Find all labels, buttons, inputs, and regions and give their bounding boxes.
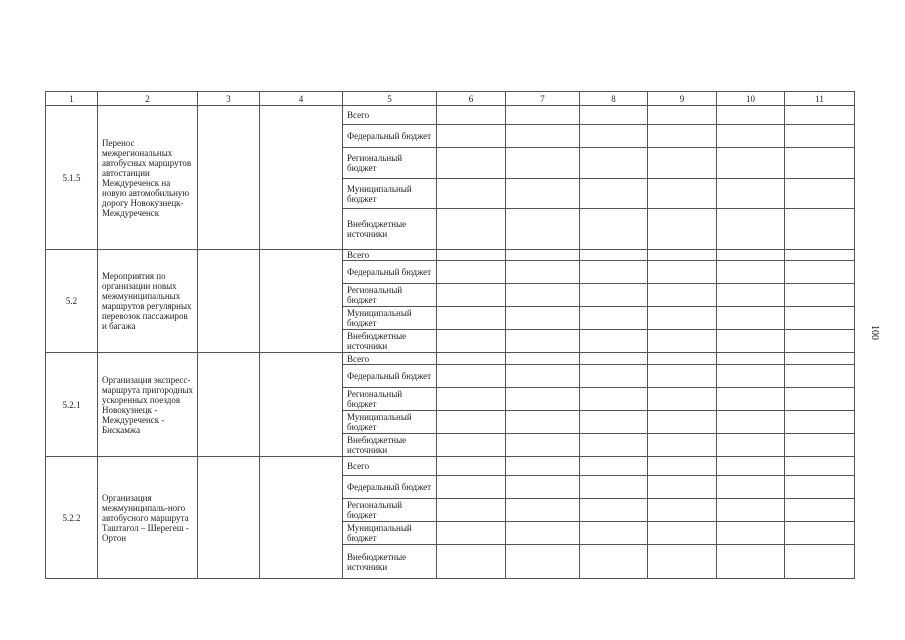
value-cell [648, 148, 717, 179]
funding-source-cell: Региональный бюджет [343, 148, 437, 179]
value-cell [506, 411, 580, 434]
value-cell [717, 125, 785, 148]
value-cell [648, 499, 717, 522]
column-header: 9 [648, 92, 717, 106]
value-cell [437, 209, 506, 250]
funding-source-cell: Федеральный бюджет [343, 261, 437, 284]
value-cell [437, 476, 506, 499]
value-cell [437, 284, 506, 307]
value-cell [785, 179, 855, 209]
value-cell [717, 261, 785, 284]
value-cell [785, 148, 855, 179]
empty-cell [198, 457, 260, 579]
value-cell [648, 434, 717, 457]
value-cell [506, 388, 580, 411]
value-cell [717, 522, 785, 545]
value-cell [785, 284, 855, 307]
value-cell [717, 353, 785, 365]
value-cell [785, 545, 855, 579]
value-cell [506, 307, 580, 330]
value-cell [648, 353, 717, 365]
value-cell [785, 499, 855, 522]
funding-source-cell: Внебюджетные источники [343, 434, 437, 457]
value-cell [580, 388, 648, 411]
value-cell [717, 209, 785, 250]
value-cell [648, 545, 717, 579]
column-header: 5 [343, 92, 437, 106]
row-number-cell: 5.2.1 [46, 353, 98, 457]
column-header: 3 [198, 92, 260, 106]
value-cell [785, 209, 855, 250]
value-cell [580, 411, 648, 434]
empty-cell [198, 250, 260, 353]
value-cell [648, 411, 717, 434]
value-cell [648, 476, 717, 499]
value-cell [580, 522, 648, 545]
value-cell [785, 353, 855, 365]
value-cell [506, 522, 580, 545]
value-cell [437, 434, 506, 457]
funding-source-cell: Внебюджетные источники [343, 330, 437, 353]
value-cell [785, 125, 855, 148]
value-cell [506, 365, 580, 388]
value-cell [717, 499, 785, 522]
funding-source-cell: Муниципальный бюджет [343, 522, 437, 545]
value-cell [580, 434, 648, 457]
value-cell [437, 457, 506, 476]
value-cell [648, 250, 717, 261]
funding-source-cell: Внебюджетные источники [343, 545, 437, 579]
funding-source-cell: Муниципальный бюджет [343, 179, 437, 209]
funding-source-cell: Всего [343, 250, 437, 261]
value-cell [717, 106, 785, 125]
value-cell [580, 284, 648, 307]
value-cell [437, 148, 506, 179]
funding-source-cell: Региональный бюджет [343, 499, 437, 522]
value-cell [785, 250, 855, 261]
value-cell [580, 250, 648, 261]
funding-source-cell: Всего [343, 457, 437, 476]
value-cell [580, 209, 648, 250]
value-cell [580, 179, 648, 209]
column-header: 8 [580, 92, 648, 106]
value-cell [648, 106, 717, 125]
funding-source-cell: Федеральный бюджет [343, 476, 437, 499]
value-cell [506, 457, 580, 476]
value-cell [506, 476, 580, 499]
row-number-cell: 5.2 [46, 250, 98, 353]
value-cell [506, 545, 580, 579]
value-cell [580, 330, 648, 353]
column-header: 7 [506, 92, 580, 106]
value-cell [717, 250, 785, 261]
value-cell [648, 179, 717, 209]
value-cell [437, 330, 506, 353]
value-cell [506, 125, 580, 148]
value-cell [648, 284, 717, 307]
value-cell [785, 365, 855, 388]
value-cell [717, 457, 785, 476]
value-cell [580, 106, 648, 125]
value-cell [506, 284, 580, 307]
funding-source-cell: Муниципальный бюджет [343, 307, 437, 330]
funding-source-cell: Муниципальный бюджет [343, 411, 437, 434]
value-cell [648, 457, 717, 476]
value-cell [648, 209, 717, 250]
value-cell [506, 261, 580, 284]
funding-source-cell: Всего [343, 353, 437, 365]
value-cell [506, 106, 580, 125]
funding-source-cell: Федеральный бюджет [343, 125, 437, 148]
value-cell [717, 411, 785, 434]
value-cell [717, 476, 785, 499]
value-cell [437, 365, 506, 388]
value-cell [506, 209, 580, 250]
funding-source-cell: Региональный бюджет [343, 284, 437, 307]
description-cell: Перенос межрегиональных автобусных маршрутов автостанции Междуреченск на новую автомобильную дорогу Новокузнецк-Междуреченск [98, 106, 198, 250]
empty-cell [260, 250, 343, 353]
value-cell [437, 388, 506, 411]
value-cell [437, 125, 506, 148]
value-cell [437, 250, 506, 261]
value-cell [648, 125, 717, 148]
value-cell [648, 330, 717, 353]
value-cell [717, 284, 785, 307]
value-cell [580, 476, 648, 499]
value-cell [648, 522, 717, 545]
description-cell: Организация экспресс-маршрута пригородных ускоренных поездов Новокузнецк - Междуреченск - Бискамжа [98, 353, 198, 457]
value-cell [580, 365, 648, 388]
value-cell [785, 388, 855, 411]
column-header: 4 [260, 92, 343, 106]
column-header: 6 [437, 92, 506, 106]
value-cell [717, 434, 785, 457]
value-cell [506, 353, 580, 365]
value-cell [580, 148, 648, 179]
empty-cell [260, 106, 343, 250]
value-cell [717, 307, 785, 330]
value-cell [785, 330, 855, 353]
table-header-row [46, 92, 855, 106]
empty-cell [198, 353, 260, 457]
value-cell [437, 545, 506, 579]
value-cell [785, 411, 855, 434]
value-cell [785, 307, 855, 330]
value-cell [717, 179, 785, 209]
value-cell [580, 125, 648, 148]
value-cell [785, 476, 855, 499]
value-cell [648, 307, 717, 330]
table-row [46, 250, 855, 261]
funding-source-cell: Всего [343, 106, 437, 125]
value-cell [785, 106, 855, 125]
table-row [46, 106, 855, 125]
row-number-cell: 5.1.5 [46, 106, 98, 250]
funding-source-cell: Федеральный бюджет [343, 365, 437, 388]
column-header: 11 [785, 92, 855, 106]
empty-cell [198, 106, 260, 250]
empty-cell [260, 353, 343, 457]
value-cell [717, 330, 785, 353]
value-cell [580, 261, 648, 284]
value-cell [785, 434, 855, 457]
column-header: 2 [98, 92, 198, 106]
value-cell [437, 522, 506, 545]
value-cell [437, 353, 506, 365]
description-cell: Организация межмуниципаль-ного автобусного маршрута Таштагол – Шерегеш - Ортон [98, 457, 198, 579]
value-cell [506, 148, 580, 179]
value-cell [648, 365, 717, 388]
value-cell [437, 499, 506, 522]
table-row [46, 353, 855, 365]
row-number-cell: 5.2.2 [46, 457, 98, 579]
value-cell [437, 411, 506, 434]
value-cell [580, 307, 648, 330]
column-header: 1 [46, 92, 98, 106]
value-cell [506, 434, 580, 457]
value-cell [785, 522, 855, 545]
value-cell [580, 457, 648, 476]
value-cell [648, 261, 717, 284]
description-cell: Мероприятия по организации новых межмуниципальных маршрутов регулярных перевозок пассажиров и багажа [98, 250, 198, 353]
table-row [46, 457, 855, 476]
value-cell [717, 545, 785, 579]
value-cell [580, 353, 648, 365]
empty-cell [260, 457, 343, 579]
value-cell [580, 499, 648, 522]
value-cell [717, 388, 785, 411]
value-cell [437, 261, 506, 284]
funding-source-cell: Внебюджетные источники [343, 209, 437, 250]
value-cell [506, 179, 580, 209]
funding-source-cell: Региональный бюджет [343, 388, 437, 411]
value-cell [717, 148, 785, 179]
page-number: 100 [869, 325, 880, 340]
value-cell [506, 250, 580, 261]
value-cell [785, 457, 855, 476]
value-cell [648, 388, 717, 411]
value-cell [437, 179, 506, 209]
value-cell [437, 307, 506, 330]
column-header: 10 [717, 92, 785, 106]
value-cell [506, 330, 580, 353]
value-cell [717, 365, 785, 388]
budget-table [45, 91, 855, 579]
value-cell [785, 261, 855, 284]
value-cell [437, 106, 506, 125]
value-cell [580, 545, 648, 579]
value-cell [506, 499, 580, 522]
